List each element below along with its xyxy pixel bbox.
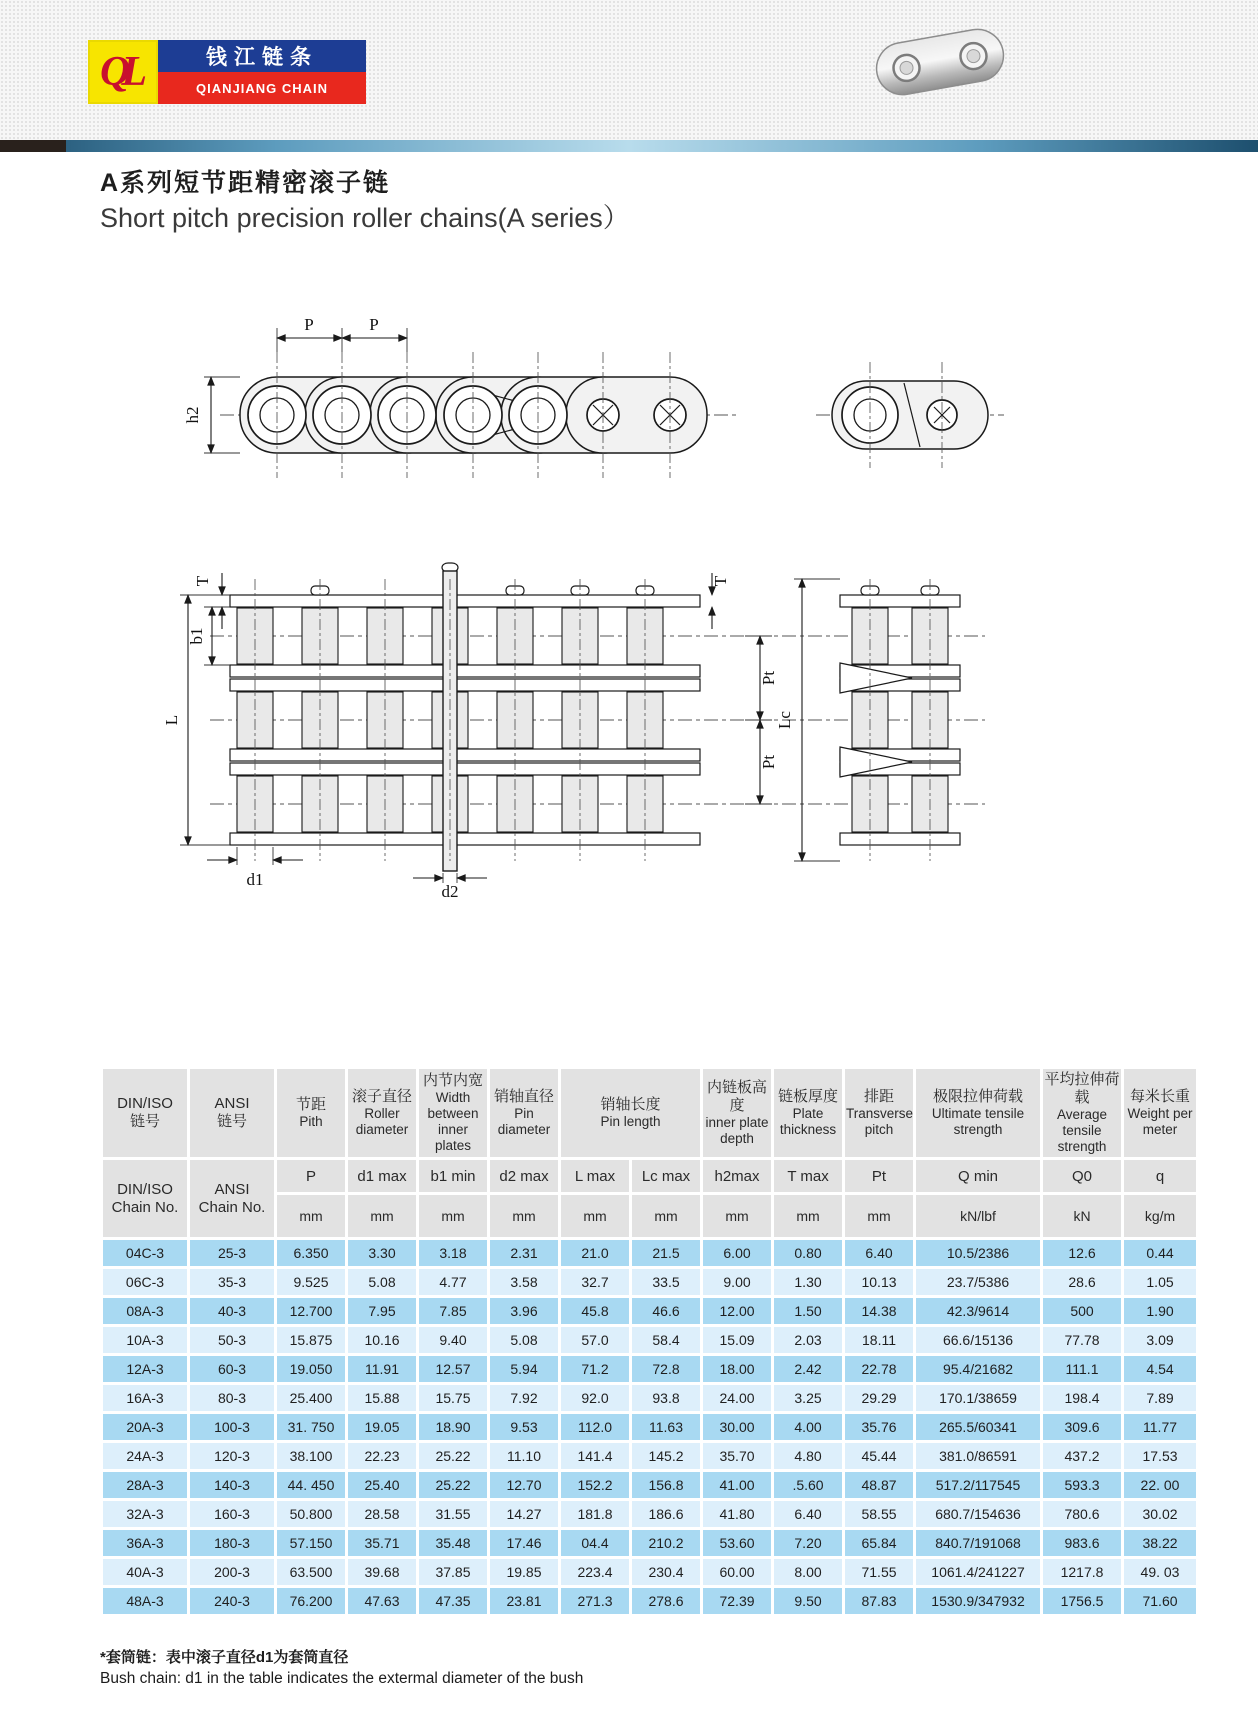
table-cell: 152.2 bbox=[561, 1472, 629, 1498]
table-cell: 437.2 bbox=[1043, 1443, 1121, 1469]
table-cell: 10.13 bbox=[845, 1269, 913, 1295]
table-cell: 7.89 bbox=[1124, 1385, 1196, 1411]
table-cell: 33.5 bbox=[632, 1269, 700, 1295]
dim-label-t-right: T bbox=[711, 575, 730, 587]
table-cell: 111.1 bbox=[1043, 1356, 1121, 1382]
col-header-average-tensile: 平均拉伸荷载 Average tensile strength bbox=[1043, 1069, 1121, 1157]
table-cell: 18.11 bbox=[845, 1327, 913, 1353]
dim-label-l: L bbox=[162, 714, 181, 726]
table-cell: 3.09 bbox=[1124, 1327, 1196, 1353]
table-cell: 1.90 bbox=[1124, 1298, 1196, 1324]
table-cell: 38.22 bbox=[1124, 1530, 1196, 1556]
table-cell: 12.70 bbox=[490, 1472, 558, 1498]
table-cell: 22.23 bbox=[348, 1443, 416, 1469]
table-cell: 48.87 bbox=[845, 1472, 913, 1498]
table-cell: 31.55 bbox=[419, 1501, 487, 1527]
table-cell: 7.95 bbox=[348, 1298, 416, 1324]
col-header-plate-thickness: 链板厚度 Plate thickness bbox=[774, 1069, 842, 1157]
table-cell: 8.00 bbox=[774, 1559, 842, 1585]
table-cell: 18.90 bbox=[419, 1414, 487, 1440]
col-unit: mm bbox=[277, 1195, 345, 1237]
table-cell: 14.38 bbox=[845, 1298, 913, 1324]
table-row bbox=[103, 1472, 1196, 1498]
dim-label-h2: h2 bbox=[183, 406, 202, 424]
table-cell: 48A-3 bbox=[103, 1588, 187, 1614]
divider-band bbox=[0, 140, 1258, 152]
table-cell: 15.09 bbox=[703, 1327, 771, 1353]
col-symbol: Q min bbox=[916, 1160, 1040, 1192]
col-header-transverse-pitch: 排距 Transverse pitch bbox=[845, 1069, 913, 1157]
table-cell: 9.53 bbox=[490, 1414, 558, 1440]
table-cell: 21.0 bbox=[561, 1240, 629, 1266]
table-cell: 57.0 bbox=[561, 1327, 629, 1353]
table-cell: 47.63 bbox=[348, 1588, 416, 1614]
table-cell: 140-3 bbox=[190, 1472, 274, 1498]
table-cell: 25.22 bbox=[419, 1443, 487, 1469]
chain-link-photo bbox=[858, 12, 1022, 112]
col-unit: kN/lbf bbox=[916, 1195, 1040, 1237]
footnote-en: Bush chain: d1 in the table indicates the extermal diameter of the bush bbox=[100, 1670, 584, 1687]
table-cell: 76.200 bbox=[277, 1588, 345, 1614]
table-cell: 20A-3 bbox=[103, 1414, 187, 1440]
table-cell: 41.80 bbox=[703, 1501, 771, 1527]
table-cell: 1.50 bbox=[774, 1298, 842, 1324]
table-cell: 04.4 bbox=[561, 1530, 629, 1556]
logo-text-block bbox=[158, 40, 366, 104]
dim-label-t-left: T bbox=[193, 575, 212, 587]
logo-monogram: QL bbox=[100, 49, 138, 95]
table-header-symbols bbox=[103, 1160, 1196, 1192]
table-cell: 24.00 bbox=[703, 1385, 771, 1411]
dim-label-pt-upper: Pt bbox=[759, 670, 778, 686]
col-symbol: Q0 bbox=[1043, 1160, 1121, 1192]
table-cell: 50.800 bbox=[277, 1501, 345, 1527]
table-cell: 66.6/15136 bbox=[916, 1327, 1040, 1353]
table-cell: 265.5/60341 bbox=[916, 1414, 1040, 1440]
col-unit: mm bbox=[348, 1195, 416, 1237]
table-row bbox=[103, 1501, 1196, 1527]
table-cell: 57.150 bbox=[277, 1530, 345, 1556]
table-row bbox=[103, 1530, 1196, 1556]
logo-monogram-icon bbox=[88, 40, 158, 104]
col-header-pin-diameter: 销轴直径 Pin diameter bbox=[490, 1069, 558, 1157]
col-symbol: T max bbox=[774, 1160, 842, 1192]
table-cell: 65.84 bbox=[845, 1530, 913, 1556]
table-cell: 1217.8 bbox=[1043, 1559, 1121, 1585]
table-cell: 12.6 bbox=[1043, 1240, 1121, 1266]
table-cell: 1756.5 bbox=[1043, 1588, 1121, 1614]
table-cell: 35.76 bbox=[845, 1414, 913, 1440]
brand-name-cn: 钱江链条 bbox=[158, 40, 366, 72]
table-cell: 53.60 bbox=[703, 1530, 771, 1556]
table-cell: 1.05 bbox=[1124, 1269, 1196, 1295]
table-cell: 19.050 bbox=[277, 1356, 345, 1382]
table-cell: 0.80 bbox=[774, 1240, 842, 1266]
table-cell: 11.10 bbox=[490, 1443, 558, 1469]
table-cell: 30.02 bbox=[1124, 1501, 1196, 1527]
table-cell: 38.100 bbox=[277, 1443, 345, 1469]
table-cell: 11.91 bbox=[348, 1356, 416, 1382]
table-cell: 181.8 bbox=[561, 1501, 629, 1527]
table-cell: 25-3 bbox=[190, 1240, 274, 1266]
table-cell: 17.53 bbox=[1124, 1443, 1196, 1469]
table-cell: 210.2 bbox=[632, 1530, 700, 1556]
table-cell: 42.3/9614 bbox=[916, 1298, 1040, 1324]
table-cell: 46.6 bbox=[632, 1298, 700, 1324]
table-cell: 35-3 bbox=[190, 1269, 274, 1295]
table-cell: 58.4 bbox=[632, 1327, 700, 1353]
col-unit: mm bbox=[419, 1195, 487, 1237]
table-cell: 9.525 bbox=[277, 1269, 345, 1295]
col-symbol: d2 max bbox=[490, 1160, 558, 1192]
table-cell: 500 bbox=[1043, 1298, 1121, 1324]
col-header-ultimate-tensile: 极限拉伸荷载 Ultimate tensile strength bbox=[916, 1069, 1040, 1157]
table-cell: 680.7/154636 bbox=[916, 1501, 1040, 1527]
table-row bbox=[103, 1269, 1196, 1295]
col-symbol: Lc max bbox=[632, 1160, 700, 1192]
diagram-side-view bbox=[180, 300, 1010, 510]
table-cell: 180-3 bbox=[190, 1530, 274, 1556]
table-cell: 9.50 bbox=[774, 1588, 842, 1614]
table-cell: 23.81 bbox=[490, 1588, 558, 1614]
table-cell: 49. 03 bbox=[1124, 1559, 1196, 1585]
table-cell: 06C-3 bbox=[103, 1269, 187, 1295]
table-cell: 3.25 bbox=[774, 1385, 842, 1411]
table-cell: 93.8 bbox=[632, 1385, 700, 1411]
table-cell: 25.22 bbox=[419, 1472, 487, 1498]
table-cell: 92.0 bbox=[561, 1385, 629, 1411]
table-cell: 156.8 bbox=[632, 1472, 700, 1498]
dim-label-p1: P bbox=[304, 315, 314, 334]
dim-label-pt-lower: Pt bbox=[759, 754, 778, 770]
table-cell: 2.03 bbox=[774, 1327, 842, 1353]
col-header-weight-per-meter: 每米长重 Weight per meter bbox=[1124, 1069, 1196, 1157]
divider-dark-segment bbox=[0, 140, 66, 152]
table-cell: 170.1/38659 bbox=[916, 1385, 1040, 1411]
table-cell: 29.29 bbox=[845, 1385, 913, 1411]
table-cell: 71.55 bbox=[845, 1559, 913, 1585]
col-symbol: d1 max bbox=[348, 1160, 416, 1192]
table-cell: 593.3 bbox=[1043, 1472, 1121, 1498]
table-cell: 24A-3 bbox=[103, 1443, 187, 1469]
plan-view-main-strands bbox=[230, 563, 700, 871]
table-cell: 12.57 bbox=[419, 1356, 487, 1382]
table-cell: 0.44 bbox=[1124, 1240, 1196, 1266]
col-symbol: L max bbox=[561, 1160, 629, 1192]
table-cell: 3.18 bbox=[419, 1240, 487, 1266]
table-cell: 1530.9/347932 bbox=[916, 1588, 1040, 1614]
footnote-cn: *套筒链：表中滚子直径d1为套筒直径 bbox=[100, 1649, 349, 1666]
table-cell: 71.2 bbox=[561, 1356, 629, 1382]
table-cell: 160-3 bbox=[190, 1501, 274, 1527]
table-cell: 186.6 bbox=[632, 1501, 700, 1527]
table-cell: 223.4 bbox=[561, 1559, 629, 1585]
table-cell: 60.00 bbox=[703, 1559, 771, 1585]
brand-logo bbox=[88, 40, 366, 104]
table-cell: 28A-3 bbox=[103, 1472, 187, 1498]
table-cell: 36A-3 bbox=[103, 1530, 187, 1556]
col-header-inner-width: 内节内宽 Width between inner plates bbox=[419, 1069, 487, 1157]
table-cell: 19.85 bbox=[490, 1559, 558, 1585]
table-cell: 44. 450 bbox=[277, 1472, 345, 1498]
col-unit: mm bbox=[561, 1195, 629, 1237]
table-cell: 31. 750 bbox=[277, 1414, 345, 1440]
table-cell: 80-3 bbox=[190, 1385, 274, 1411]
table-cell: 15.88 bbox=[348, 1385, 416, 1411]
table-cell: 230.4 bbox=[632, 1559, 700, 1585]
dim-label-p2: P bbox=[369, 315, 379, 334]
table-cell: 120-3 bbox=[190, 1443, 274, 1469]
table-cell: 309.6 bbox=[1043, 1414, 1121, 1440]
col-symbol: h2max bbox=[703, 1160, 771, 1192]
table-cell: 72.39 bbox=[703, 1588, 771, 1614]
table-cell: 95.4/21682 bbox=[916, 1356, 1040, 1382]
table-cell: 45.44 bbox=[845, 1443, 913, 1469]
table-cell: .5.60 bbox=[774, 1472, 842, 1498]
table-cell: 40-3 bbox=[190, 1298, 274, 1324]
table-cell: 7.85 bbox=[419, 1298, 487, 1324]
table-cell: 32.7 bbox=[561, 1269, 629, 1295]
table-cell: 12A-3 bbox=[103, 1356, 187, 1382]
table-cell: 35.71 bbox=[348, 1530, 416, 1556]
table-cell: 72.8 bbox=[632, 1356, 700, 1382]
table-cell: 1.30 bbox=[774, 1269, 842, 1295]
table-cell: 11.77 bbox=[1124, 1414, 1196, 1440]
table-cell: 100-3 bbox=[190, 1414, 274, 1440]
table-cell: 17.46 bbox=[490, 1530, 558, 1556]
table-cell: 47.35 bbox=[419, 1588, 487, 1614]
table-cell: 3.58 bbox=[490, 1269, 558, 1295]
col-unit: kN bbox=[1043, 1195, 1121, 1237]
side-view-end-link bbox=[816, 362, 1004, 468]
table-cell: 112.0 bbox=[561, 1414, 629, 1440]
table-cell: 87.83 bbox=[845, 1588, 913, 1614]
col-header-roller-diameter: 滚子直径 Roller diameter bbox=[348, 1069, 416, 1157]
table-cell: 35.48 bbox=[419, 1530, 487, 1556]
table-cell: 28.58 bbox=[348, 1501, 416, 1527]
table-cell: 141.4 bbox=[561, 1443, 629, 1469]
table-cell: 50-3 bbox=[190, 1327, 274, 1353]
col-unit: mm bbox=[490, 1195, 558, 1237]
table-cell: 30.00 bbox=[703, 1414, 771, 1440]
table-cell: 23.7/5386 bbox=[916, 1269, 1040, 1295]
spec-table-body bbox=[103, 1240, 1196, 1614]
table-cell: 35.70 bbox=[703, 1443, 771, 1469]
col-symbol: q bbox=[1124, 1160, 1196, 1192]
table-cell: 25.400 bbox=[277, 1385, 345, 1411]
table-cell: 19.05 bbox=[348, 1414, 416, 1440]
table-cell: 6.00 bbox=[703, 1240, 771, 1266]
table-cell: 28.6 bbox=[1043, 1269, 1121, 1295]
table-cell: 08A-3 bbox=[103, 1298, 187, 1324]
col-unit: mm bbox=[774, 1195, 842, 1237]
table-row bbox=[103, 1240, 1196, 1266]
table-cell: 18.00 bbox=[703, 1356, 771, 1382]
col-unit: mm bbox=[632, 1195, 700, 1237]
table-cell: 71.60 bbox=[1124, 1588, 1196, 1614]
dim-label-lc: Lc bbox=[775, 711, 794, 729]
table-row bbox=[103, 1298, 1196, 1324]
table-row bbox=[103, 1443, 1196, 1469]
table-row bbox=[103, 1414, 1196, 1440]
table-cell: 45.8 bbox=[561, 1298, 629, 1324]
table-cell: 14.27 bbox=[490, 1501, 558, 1527]
spec-table bbox=[100, 1066, 1199, 1617]
table-cell: 25.40 bbox=[348, 1472, 416, 1498]
table-cell: 3.30 bbox=[348, 1240, 416, 1266]
table-cell: 04C-3 bbox=[103, 1240, 187, 1266]
col-header-pin-length: 销轴长度 Pin length bbox=[561, 1069, 700, 1157]
table-row bbox=[103, 1385, 1196, 1411]
brand-name-en: QIANJIANG CHAIN bbox=[158, 72, 366, 104]
table-cell: 11.63 bbox=[632, 1414, 700, 1440]
table-cell: 37.85 bbox=[419, 1559, 487, 1585]
table-cell: 5.08 bbox=[490, 1327, 558, 1353]
col-symbol-ansi: ANSI Chain No. bbox=[190, 1160, 274, 1237]
table-cell: 240-3 bbox=[190, 1588, 274, 1614]
diagram-plan-view bbox=[160, 555, 1010, 900]
col-symbol-diniso: DIN/ISO Chain No. bbox=[103, 1160, 187, 1237]
dim-label-d2: d2 bbox=[441, 882, 459, 900]
table-cell: 381.0/86591 bbox=[916, 1443, 1040, 1469]
table-cell: 40A-3 bbox=[103, 1559, 187, 1585]
table-cell: 77.78 bbox=[1043, 1327, 1121, 1353]
table-row bbox=[103, 1356, 1196, 1382]
table-row bbox=[103, 1327, 1196, 1353]
page-title-en: Short pitch precision roller chains(A series） bbox=[100, 203, 630, 233]
table-cell: 145.2 bbox=[632, 1443, 700, 1469]
table-row bbox=[103, 1588, 1196, 1614]
table-cell: 39.68 bbox=[348, 1559, 416, 1585]
table-cell: 32A-3 bbox=[103, 1501, 187, 1527]
table-cell: 10A-3 bbox=[103, 1327, 187, 1353]
table-cell: 22.78 bbox=[845, 1356, 913, 1382]
table-cell: 22. 00 bbox=[1124, 1472, 1196, 1498]
table-cell: 2.31 bbox=[490, 1240, 558, 1266]
table-cell: 3.96 bbox=[490, 1298, 558, 1324]
table-cell: 5.94 bbox=[490, 1356, 558, 1382]
table-cell: 60-3 bbox=[190, 1356, 274, 1382]
table-cell: 198.4 bbox=[1043, 1385, 1121, 1411]
table-cell: 2.42 bbox=[774, 1356, 842, 1382]
table-cell: 7.20 bbox=[774, 1530, 842, 1556]
table-cell: 1061.4/241227 bbox=[916, 1559, 1040, 1585]
page-title-cn: A系列短节距精密滚子链 bbox=[100, 169, 391, 197]
col-unit: kg/m bbox=[1124, 1195, 1196, 1237]
table-cell: 10.5/2386 bbox=[916, 1240, 1040, 1266]
table-cell: 4.54 bbox=[1124, 1356, 1196, 1382]
table-cell: 517.2/117545 bbox=[916, 1472, 1040, 1498]
table-cell: 21.5 bbox=[632, 1240, 700, 1266]
table-cell: 12.700 bbox=[277, 1298, 345, 1324]
table-cell: 15.75 bbox=[419, 1385, 487, 1411]
table-cell: 278.6 bbox=[632, 1588, 700, 1614]
col-header-diniso: DIN/ISO 链号 bbox=[103, 1069, 187, 1157]
table-cell: 63.500 bbox=[277, 1559, 345, 1585]
table-cell: 5.08 bbox=[348, 1269, 416, 1295]
dim-label-d1: d1 bbox=[246, 870, 264, 889]
table-cell: 271.3 bbox=[561, 1588, 629, 1614]
table-cell: 200-3 bbox=[190, 1559, 274, 1585]
table-cell: 10.16 bbox=[348, 1327, 416, 1353]
dim-label-b1: b1 bbox=[187, 627, 206, 645]
table-cell: 6.40 bbox=[774, 1501, 842, 1527]
col-header-ansi: ANSI 链号 bbox=[190, 1069, 274, 1157]
col-unit: mm bbox=[703, 1195, 771, 1237]
table-cell: 983.6 bbox=[1043, 1530, 1121, 1556]
table-row bbox=[103, 1559, 1196, 1585]
table-cell: 12.00 bbox=[703, 1298, 771, 1324]
table-cell: 7.92 bbox=[490, 1385, 558, 1411]
table-cell: 4.77 bbox=[419, 1269, 487, 1295]
table-cell: 840.7/191068 bbox=[916, 1530, 1040, 1556]
col-unit: mm bbox=[845, 1195, 913, 1237]
table-cell: 780.6 bbox=[1043, 1501, 1121, 1527]
table-cell: 41.00 bbox=[703, 1472, 771, 1498]
col-symbol: Pt bbox=[845, 1160, 913, 1192]
table-header-names bbox=[103, 1069, 1196, 1157]
table-cell: 6.350 bbox=[277, 1240, 345, 1266]
table-cell: 16A-3 bbox=[103, 1385, 187, 1411]
col-symbol: P bbox=[277, 1160, 345, 1192]
table-cell: 15.875 bbox=[277, 1327, 345, 1353]
table-cell: 58.55 bbox=[845, 1501, 913, 1527]
table-cell: 4.80 bbox=[774, 1443, 842, 1469]
table-cell: 6.40 bbox=[845, 1240, 913, 1266]
table-cell: 4.00 bbox=[774, 1414, 842, 1440]
table-cell: 9.00 bbox=[703, 1269, 771, 1295]
col-header-inner-plate-depth: 内链板高度 inner plate depth bbox=[703, 1069, 771, 1157]
col-header-pitch: 节距 Pith bbox=[277, 1069, 345, 1157]
col-symbol: b1 min bbox=[419, 1160, 487, 1192]
table-cell: 9.40 bbox=[419, 1327, 487, 1353]
